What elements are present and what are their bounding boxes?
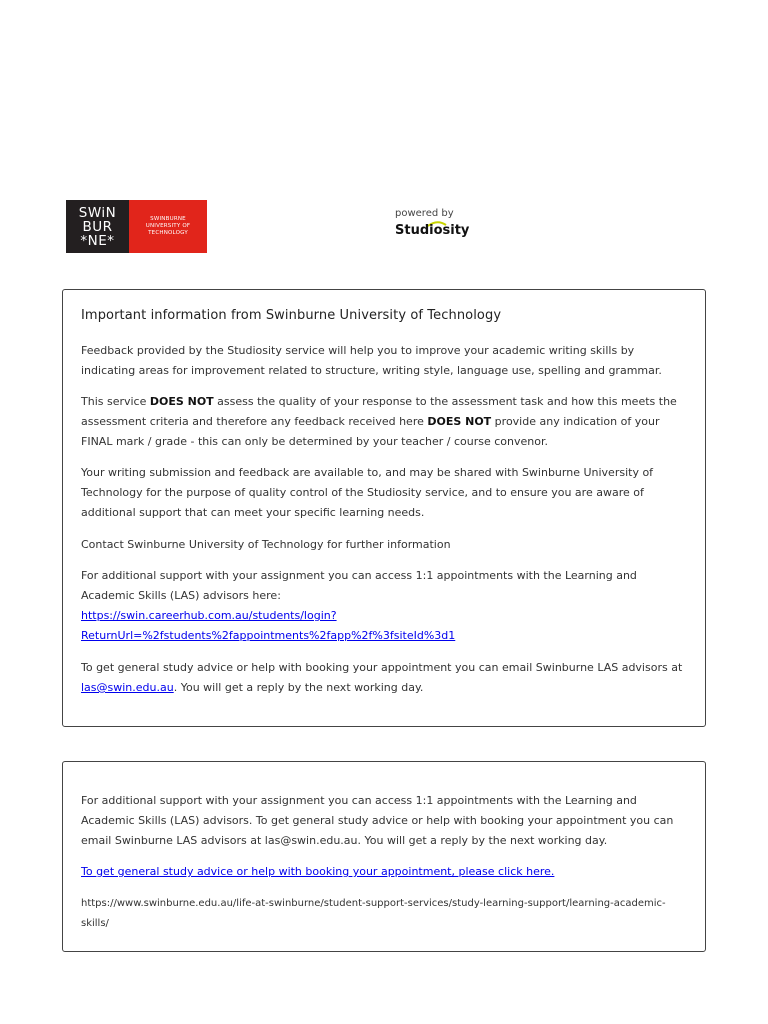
paragraph-assessment-text-a: This service [81,395,150,408]
paragraph-contact: Contact Swinburne University of Technology for further information [81,538,451,551]
logo-line-1: SWiN [78,204,117,221]
panel-title: Important information from Swinburne University of Technology [81,308,502,323]
powered-by-label: powered by [395,208,454,219]
paragraph-las-appointments: For additional support with your assignment you can access 1:1 appointments with the Learning and Academic Skills (LAS) advisors. To get general study advice or help with booking your appointment you can email Swinburne LAS advisors at las@swin.edu.au. You will get a reply by the next working day. [81,794,674,847]
study-advice-link[interactable]: To get general study advice or help with booking your appointment, please click here. [81,865,555,878]
swinburne-logo-name [129,200,207,253]
logo-name-3: TECHNOLOGY [148,230,188,236]
paragraph-las-support [81,566,691,646]
important-info-panel [62,289,706,727]
paragraph-assessment-text-d: provide any indication of your FINAL mark / grade - this can only be determined by your teacher / course convenor. [81,415,660,448]
swinburne-logo-mark [66,200,129,253]
paragraph-sharing: Your writing submission and feedback are available to, and may be shared with Swinburne University of Technology for the purpose of quality control of the Studiosity service, and to ensure you are aware of additional support that can meet your specific learning needs. [81,466,654,519]
careerhub-link-line-1: https://swin.careerhub.com.au/students/login? [81,609,337,622]
logo-name-2: UNIVERSITY OF [145,223,191,229]
logo-line-3: *NE* [80,232,115,249]
does-not-emphasis-1: DOES NOT [149,395,214,408]
logo-line-2: BUR [82,218,113,235]
logo-name-1: SWINBURNE [150,216,186,222]
paragraph-click-here [81,862,691,882]
las-url-text: https://www.swinburne.edu.au/life-at-swinburne/student-support-services/study-learning-support/learning-academic-skills/ [81,898,666,929]
paragraph-assessment [81,392,691,452]
paragraph-assessment-text-c: assess the quality of your response to the assessment task and how this meets the assessment criteria and therefore any feedback received here [81,395,677,428]
email-advice-text-a: To get general study advice or help with booking your appointment you can email Swinburne LAS advisors at [81,661,683,674]
does-not-emphasis-2: DOES NOT [427,415,492,428]
las-support-text: For additional support with your assignment you can access 1:1 appointments with the Learning and Academic Skills (LAS) advisors here: [81,569,637,602]
careerhub-link[interactable] [81,609,455,642]
swinburne-logo [66,200,207,253]
paragraph-feedback: Feedback provided by the Studiosity service will help you to improve your academic writing skills by indicating areas for improvement related to structure, writing style, language use, spelling and grammar. [81,344,662,377]
careerhub-link-line-2: ReturnUrl=%2fstudents%2fappointments%2fapp%2f%3fsiteId%3d1 [81,629,456,642]
email-advice-text-b: . You will get a reply by the next working day. [173,681,424,694]
las-support-panel [62,761,706,952]
las-email-link[interactable]: las@swin.edu.au [81,681,174,694]
paragraph-email-advice [81,658,691,698]
studiosity-logo: Studiosity [395,223,470,238]
